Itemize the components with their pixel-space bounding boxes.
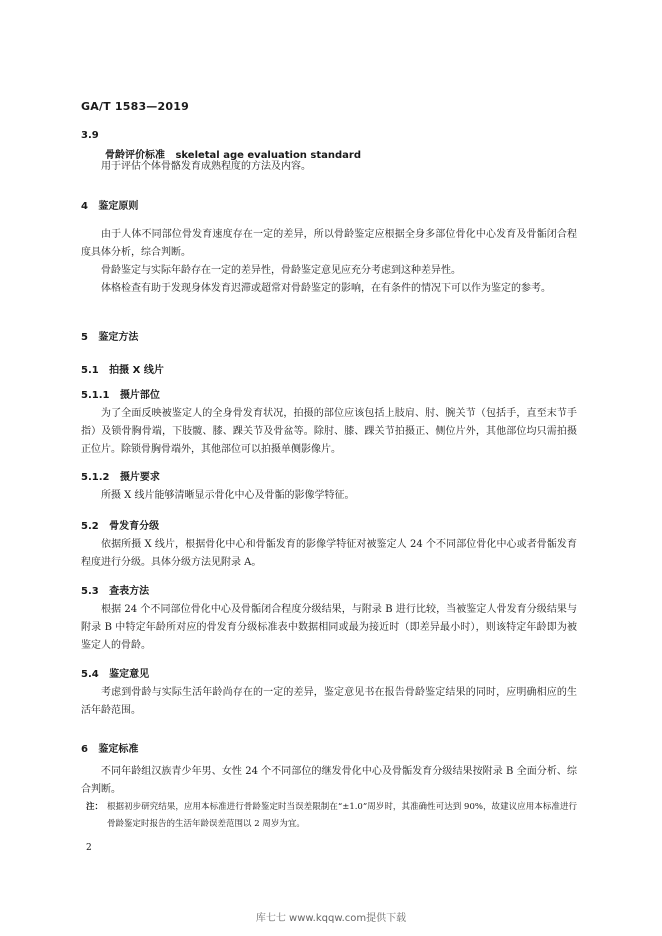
- section-6-number: 6: [81, 744, 88, 755]
- section-6-heading: [81, 740, 138, 755]
- clause-5-1-1-text: 为了全面反映被鉴定人的全身骨发育状况，拍摄的部位应该包括上肢肩、肘、腕关节（包括手，直至末节手指）及锁骨胸骨端，下肢髋、膝、踝关节及骨盆等。除肘、膝、踝关节拍摄正、侧位片外，其他部位均只需拍摄正位片。除锁骨胸骨端外，其他部位可以拍摄单侧影像片。: [81, 408, 577, 455]
- section-5-heading: [81, 328, 138, 343]
- clause-5-2-text: 依据所摄 X 线片，根据骨化中心和骨骺发育的影像学特征对被鉴定人 24 个不同部位骨化中心或者骨骺发育程度进行分级。具体分级方法见附录 A。: [81, 539, 577, 568]
- clause-5-1-1-number: 5.1.1: [81, 390, 110, 401]
- clause-5-1-title: 拍摄 X 线片: [109, 365, 164, 376]
- clause-5-1-heading: [81, 361, 164, 376]
- download-watermark: 库七七 www.kqqw.com提供下载: [255, 913, 407, 924]
- section-4-title: 鉴定原则: [98, 201, 139, 212]
- section-5-title: 鉴定方法: [98, 332, 139, 343]
- clause-5-1-2-number: 5.1.2: [81, 472, 110, 483]
- term-chinese: 骨龄评价标准: [105, 150, 165, 161]
- standard-code-header: GA/T 1583—2019: [81, 100, 189, 113]
- clause-5-1-1-title: 摄片部位: [119, 390, 160, 401]
- clause-5-2-heading: [81, 517, 159, 532]
- section-4-paragraph-3: 体格检查有助于发现身体发育迟滞或超常对骨龄鉴定的影响，在有条件的情况下可以作为鉴定的参考。: [101, 283, 551, 294]
- clause-5-4-number: 5.4: [81, 669, 99, 680]
- clause-5-1-number: 5.1: [81, 365, 99, 376]
- clause-5-3-text: 根据 24 个不同部位骨化中心及骨骺闭合程度分级结果，与附录 B 进行比较，当被鉴定人骨发育分级结果与附录 B 中特定年龄所对应的骨发育分级标准表中数据相同或最为接近时（即差异最小时），则该特定年龄即为被鉴定人的骨龄。: [81, 604, 577, 651]
- section-4-heading: [81, 197, 138, 212]
- clause-5-4-heading: [81, 665, 149, 680]
- section-4-number: 4: [81, 201, 88, 212]
- note-label: 注：: [86, 802, 104, 812]
- clause-5-3-heading: [81, 582, 149, 597]
- section-5-number: 5: [81, 332, 88, 343]
- clause-5-2-number: 5.2: [81, 521, 99, 532]
- clause-5-1-2-heading: [81, 468, 160, 483]
- clause-5-1-2-text: 所摄 X 线片能够清晰显示骨化中心及骨骺的影像学特征。: [101, 490, 355, 501]
- clause-5-4-title: 鉴定意见: [109, 669, 150, 680]
- section-6-title: 鉴定标准: [98, 744, 139, 755]
- clause-5-4-text: 考虑到骨龄与实际生活年龄尚存在的一定的差异，鉴定意见书在报告骨龄鉴定结果的同时，应明确相应的生活年龄范围。: [81, 687, 577, 716]
- term-english: skeletal age evaluation standard: [175, 150, 362, 161]
- section-4-paragraph-2: 骨龄鉴定与实际年龄存在一定的差异性，骨龄鉴定意见应充分考虑到这种差异性。: [101, 265, 461, 276]
- clause-5-3-title: 查表方法: [109, 586, 150, 597]
- clause-3-9-definition: 用于评估个体骨骼发育成熟程度的方法及内容。: [101, 161, 311, 172]
- note-text: 根据初步研究结果，应用本标准进行骨龄鉴定时当误差限制在“±1.0”周岁时，其准确性可达到 90%，故建议应用本标准进行骨龄鉴定时报告的生活年龄误差范围以 2 周岁为宜。: [107, 802, 577, 829]
- section-4-paragraph-1: 由于人体不同部位骨发育速度存在一定的差异，所以骨龄鉴定应根据全身多部位骨化中心发育及骨骺闭合程度具体分析，综合判断。: [81, 229, 577, 258]
- clause-3-9-number: 3.9: [81, 130, 99, 141]
- clause-5-2-title: 骨发育分级: [109, 521, 160, 532]
- page-number: 2: [86, 843, 92, 853]
- clause-5-3-number: 5.3: [81, 586, 99, 597]
- clause-5-1-1-heading: [81, 386, 160, 401]
- clause-5-1-2-title: 摄片要求: [119, 472, 160, 483]
- section-6-text: 不同年龄组汉族青少年男、女性 24 个不同部位的继发骨化中心及骨骺发育分级结果按附录 B 全面分析、综合判断。: [81, 766, 577, 795]
